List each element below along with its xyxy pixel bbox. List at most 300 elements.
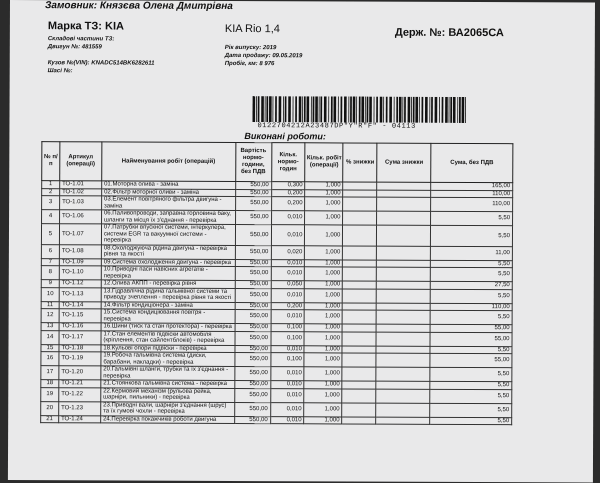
discount-percent bbox=[343, 197, 377, 211]
discount-percent bbox=[343, 211, 377, 225]
discount-percent bbox=[342, 381, 376, 389]
discount-percent bbox=[342, 367, 376, 381]
column-header: Сума, без ПДВ bbox=[431, 143, 513, 182]
barcode-bar bbox=[429, 97, 430, 123]
row-number: 12 bbox=[41, 309, 59, 323]
barcode-bar bbox=[450, 97, 452, 123]
discount-percent bbox=[342, 353, 376, 367]
hour-price: 550,00 bbox=[235, 245, 271, 259]
article-code: ТО-1.19 bbox=[59, 352, 101, 366]
sum-no-vat: 5,50 bbox=[430, 289, 512, 303]
sum-no-vat: 110,00 bbox=[430, 303, 512, 311]
hour-price: 550,00 bbox=[234, 380, 270, 388]
row-number: 10 bbox=[41, 287, 59, 301]
barcode-bar bbox=[261, 96, 264, 122]
sum-no-vat: 5,50 bbox=[430, 389, 512, 403]
table-row bbox=[41, 266, 512, 282]
barcode-bar bbox=[299, 96, 302, 122]
row-number: 19 bbox=[41, 387, 59, 401]
article-code: ТО-1.20 bbox=[59, 366, 101, 380]
barcode-bar bbox=[465, 97, 466, 123]
operations: 1,000 bbox=[305, 245, 343, 259]
work-name: 15.Система кондиціювання повітря - перевірка bbox=[101, 309, 235, 324]
discount-percent bbox=[342, 324, 376, 332]
hours: 0,010 bbox=[270, 367, 304, 381]
operations: 1,000 bbox=[305, 225, 343, 246]
barcode-bar bbox=[288, 96, 291, 122]
operations: 1,000 bbox=[305, 310, 343, 324]
hours: 0,010 bbox=[271, 310, 305, 324]
row-number: 18 bbox=[41, 380, 59, 388]
mileage-label: Пробіг, км: bbox=[224, 60, 258, 68]
hour-price: 550,00 bbox=[235, 196, 271, 210]
barcode-bar bbox=[275, 96, 277, 122]
work-name: 17.Стан елементів підвіски автомобіля (кріплення, стан сайлентблоків) - перевірка bbox=[101, 330, 235, 345]
hour-price: 550,00 bbox=[234, 366, 270, 380]
barcode-bar bbox=[380, 97, 383, 123]
operations: 1,000 bbox=[304, 331, 342, 345]
table-row bbox=[42, 196, 513, 212]
table-row bbox=[41, 244, 512, 260]
discount-percent bbox=[343, 267, 377, 281]
row-number: 4 bbox=[42, 210, 60, 224]
operations: 1,000 bbox=[304, 388, 342, 402]
hours: 0,200 bbox=[271, 189, 305, 197]
work-name: 08.Охолоджуюча рідина двигуна - перевірка рівня та якості bbox=[101, 244, 235, 259]
row-number: 9 bbox=[41, 280, 59, 288]
row-number: 11 bbox=[41, 301, 59, 309]
barcode-bar bbox=[439, 97, 440, 123]
article-code: ТО-1.14 bbox=[59, 301, 101, 309]
barcode-bar bbox=[319, 96, 320, 122]
column-header: Кільк. нормо-годин bbox=[271, 143, 305, 182]
article-code: ТО-1.15 bbox=[59, 309, 101, 323]
hours: 0,100 bbox=[270, 353, 304, 367]
hours: 0,010 bbox=[271, 267, 305, 281]
sale-date-line bbox=[225, 53, 303, 59]
barcode-bar bbox=[449, 97, 450, 123]
row-number: 15 bbox=[41, 344, 59, 352]
barcode-bar bbox=[324, 96, 327, 122]
work-name: 21.Стоянкова гальмівна система - перевірка bbox=[101, 380, 235, 388]
work-name: 02.Фільтр моторної оливи - заміна bbox=[102, 188, 236, 196]
barcode-bar bbox=[462, 97, 465, 123]
barcode-bar bbox=[333, 96, 336, 122]
sale-value: 09.05.2019 bbox=[272, 53, 303, 60]
discount-percent bbox=[343, 259, 377, 267]
reg-label: Держ. №: bbox=[394, 26, 446, 39]
barcode-bar bbox=[411, 97, 412, 123]
discount-percent bbox=[342, 331, 376, 345]
barcode-bar bbox=[272, 96, 273, 122]
barcode-bar bbox=[376, 97, 378, 123]
make-label: Марка ТЗ: bbox=[47, 20, 103, 33]
sum-no-vat: 55,00 bbox=[430, 353, 512, 367]
document-sheet bbox=[8, 0, 595, 483]
discount-sum bbox=[377, 246, 431, 260]
barcode-bar bbox=[302, 96, 303, 122]
customer-label: Замовник: bbox=[44, 0, 98, 12]
mileage-line bbox=[225, 61, 275, 67]
row-number: 7 bbox=[41, 258, 59, 266]
reg-value: ВА2065СА bbox=[448, 26, 504, 40]
parts-label: Складові частини ТЗ: bbox=[47, 36, 115, 43]
barcode-bar bbox=[408, 97, 411, 123]
operations: 1,000 bbox=[305, 211, 343, 225]
barcode-bar bbox=[353, 96, 356, 122]
barcode-bar bbox=[252, 96, 255, 122]
barcode-bar bbox=[311, 96, 312, 122]
row-number: 16 bbox=[41, 352, 59, 366]
article-code: ТО-1.22 bbox=[59, 387, 101, 401]
row-number: 13 bbox=[41, 323, 59, 331]
discount-percent bbox=[343, 245, 377, 259]
discount-sum bbox=[377, 197, 431, 211]
row-number: 5 bbox=[41, 224, 59, 245]
article-code: ТО-1.03 bbox=[60, 196, 102, 210]
row-number: 3 bbox=[42, 196, 60, 210]
discount-sum bbox=[376, 403, 430, 417]
discount-sum bbox=[377, 225, 431, 246]
barcode-bar bbox=[279, 96, 282, 122]
hour-price: 550,00 bbox=[234, 388, 270, 402]
barcode-bar bbox=[386, 97, 388, 123]
year-label: Рік випуску: bbox=[224, 44, 262, 52]
barcode-bar bbox=[404, 97, 406, 123]
hour-price: 550,00 bbox=[235, 181, 271, 189]
vin-line bbox=[48, 60, 155, 66]
barcode-bar bbox=[365, 97, 366, 123]
work-name: 09.Система охолодження двигуна - перевірка bbox=[101, 258, 235, 266]
hour-price: 550,00 bbox=[235, 280, 271, 288]
discount-percent bbox=[342, 345, 376, 353]
barcode-bar bbox=[295, 96, 297, 122]
hour-price: 550,00 bbox=[235, 210, 271, 224]
row-number: 6 bbox=[41, 244, 59, 258]
engine-label: Двигун №: bbox=[47, 44, 81, 51]
sum-no-vat: 110,00 bbox=[431, 190, 513, 198]
engine-value: 481559 bbox=[81, 44, 102, 51]
column-header: Найменування робіт (операцій) bbox=[102, 142, 236, 182]
article-code: ТО-1.12 bbox=[59, 280, 101, 288]
discount-percent bbox=[343, 225, 377, 246]
discount-sum bbox=[376, 417, 430, 425]
operations: 1,000 bbox=[304, 367, 342, 381]
barcode-bar bbox=[425, 97, 428, 123]
work-name: 23.Приводні вали, шарніри з'єднання (шрус) та їх гумові чохли - перевірка bbox=[101, 401, 235, 416]
customer-name: Князєва Олена Дмитрівна bbox=[99, 0, 233, 12]
row-number: 2 bbox=[42, 188, 60, 196]
work-name: 07.Патрубки впускної системи, інтеркулера, системи EGR та вакуумної системи - перевірка bbox=[101, 224, 235, 245]
works-title: Виконані роботи: bbox=[244, 131, 326, 142]
barcode-bar bbox=[338, 96, 339, 122]
operations: 1,000 bbox=[304, 353, 342, 367]
hours: 0,010 bbox=[271, 211, 305, 225]
work-name: 16.Шини (тиск та стан протектора) - перевірка bbox=[101, 323, 235, 331]
table-row bbox=[41, 309, 512, 325]
barcode-bar bbox=[415, 97, 418, 123]
barcode-bar bbox=[328, 96, 329, 122]
hour-price: 550,00 bbox=[235, 288, 271, 302]
discount-percent bbox=[343, 302, 377, 310]
sum-no-vat: 5,50 bbox=[430, 403, 512, 417]
sum-no-vat: 55,00 bbox=[430, 332, 512, 346]
sum-no-vat: 11,00 bbox=[431, 246, 513, 260]
barcode-bar bbox=[457, 97, 458, 123]
hours: 0,010 bbox=[271, 288, 305, 302]
hours: 0,200 bbox=[271, 302, 305, 310]
barcode-bar bbox=[435, 97, 438, 123]
article-code: ТО-1.18 bbox=[59, 344, 101, 352]
work-name: 01.Моторна олива - заміна bbox=[102, 181, 236, 189]
hours: 0,100 bbox=[271, 324, 305, 332]
barcode-bar bbox=[340, 96, 342, 122]
barcode-bar bbox=[413, 97, 415, 123]
work-name: 19.Робоча гальмівна система (диски, барабани, накладки) - перевірка bbox=[101, 352, 235, 367]
barcode-bar bbox=[361, 97, 364, 123]
table-row bbox=[42, 210, 513, 226]
discount-percent bbox=[343, 281, 377, 289]
barcode-bar bbox=[374, 97, 375, 123]
barcode-bar bbox=[285, 96, 287, 122]
operations: 1,000 bbox=[304, 381, 342, 389]
barcode-bar bbox=[266, 96, 268, 122]
barcode-bar bbox=[367, 97, 369, 123]
barcode-text: 0122704212А23487DP"Y"R"F" - 04113 bbox=[257, 122, 416, 131]
column-header: % знижки bbox=[343, 143, 377, 182]
operations: 1,000 bbox=[305, 288, 343, 302]
mileage-value: 8 976 bbox=[259, 61, 275, 68]
row-number: 8 bbox=[41, 266, 59, 280]
table-row bbox=[41, 330, 512, 346]
row-number: 14 bbox=[41, 330, 59, 344]
barcode-bar bbox=[265, 96, 266, 122]
operations: 1,000 bbox=[305, 302, 343, 310]
hour-price: 550,00 bbox=[235, 331, 271, 345]
article-code: ТО-1.02 bbox=[60, 188, 102, 196]
operations: 1,000 bbox=[305, 259, 343, 267]
hour-price: 550,00 bbox=[235, 309, 271, 323]
operations: 1,000 bbox=[304, 345, 342, 353]
hour-price: 550,00 bbox=[234, 402, 270, 416]
column-header: № п/п bbox=[42, 142, 60, 181]
chassis-label: Шасі №: bbox=[47, 68, 73, 75]
barcode-bar bbox=[394, 97, 395, 123]
hours: 0,010 bbox=[270, 388, 304, 402]
table-row bbox=[41, 366, 512, 382]
hours: 0,010 bbox=[270, 381, 304, 389]
sum-no-vat: 165,00 bbox=[431, 182, 513, 190]
hours: 0,020 bbox=[271, 245, 305, 259]
barcode-bar bbox=[459, 97, 461, 123]
row-number: 21 bbox=[41, 415, 59, 423]
hours: 0,300 bbox=[271, 182, 305, 190]
vin-value: KNADC514BK6282611 bbox=[91, 60, 155, 67]
table-header-row bbox=[42, 142, 513, 183]
sum-no-vat: 110,00 bbox=[431, 197, 513, 211]
sum-no-vat: 5,50 bbox=[430, 381, 512, 389]
article-code: ТО-1.10 bbox=[59, 266, 101, 280]
hours: 0,010 bbox=[271, 259, 305, 267]
hours: 0,200 bbox=[271, 197, 305, 211]
work-name: 06.Паливопроводи, заправна горловина баку, шланги та місця їх з'єднання - перевірка bbox=[101, 210, 235, 225]
operations: 1,000 bbox=[305, 189, 343, 197]
barcode-bar bbox=[350, 96, 352, 122]
article-code: ТО-1.21 bbox=[59, 380, 101, 388]
barcode-bar bbox=[320, 96, 322, 122]
discount-sum bbox=[376, 310, 430, 324]
barcode-bar bbox=[293, 96, 294, 122]
column-header: Сума знижки bbox=[377, 143, 431, 182]
customer-line bbox=[45, 0, 233, 12]
work-name: 24.Перевірка покажчиків роботи двигуна bbox=[101, 415, 235, 423]
engine-number bbox=[48, 44, 102, 50]
row-number: 20 bbox=[41, 401, 59, 415]
barcode-bar bbox=[369, 97, 372, 123]
discount-sum bbox=[377, 289, 431, 303]
article-code: ТО-1.08 bbox=[59, 244, 101, 258]
operations: 1,000 bbox=[304, 402, 342, 416]
operations: 1,000 bbox=[305, 197, 343, 211]
discount-sum bbox=[377, 211, 431, 225]
operations: 1,000 bbox=[305, 281, 343, 289]
hour-price: 550,00 bbox=[234, 352, 270, 366]
discount-percent bbox=[343, 189, 377, 197]
row-number: 17 bbox=[41, 366, 59, 380]
table-row bbox=[41, 287, 512, 303]
sum-no-vat: 55,00 bbox=[430, 324, 512, 332]
sum-no-vat: 5,50 bbox=[430, 417, 512, 425]
work-name: 12.Олива АКПП - перевірка рівня bbox=[101, 280, 235, 288]
barcode-bar bbox=[419, 97, 420, 123]
barcode-bar bbox=[445, 97, 448, 123]
table-row bbox=[41, 224, 512, 247]
operations: 1,000 bbox=[305, 182, 343, 190]
sum-no-vat: 5,50 bbox=[430, 367, 512, 381]
barcode-bar bbox=[421, 97, 423, 123]
make-value: KIA bbox=[105, 20, 125, 33]
barcode-bar bbox=[431, 97, 433, 123]
barcode-bar bbox=[315, 96, 318, 122]
barcode-bar bbox=[331, 96, 333, 122]
year-line bbox=[225, 45, 277, 51]
discount-percent bbox=[342, 388, 376, 402]
sum-no-vat: 5,50 bbox=[430, 310, 512, 324]
article-code: ТО-1.16 bbox=[59, 323, 101, 331]
discount-sum bbox=[376, 389, 430, 403]
article-code: ТО-1.23 bbox=[59, 401, 101, 415]
barcode-bar bbox=[402, 97, 403, 123]
barcode-bar bbox=[258, 96, 260, 122]
hours: 0,050 bbox=[271, 281, 305, 289]
works-table bbox=[40, 141, 513, 425]
hours: 0,010 bbox=[270, 402, 304, 416]
barcode-bar bbox=[359, 97, 361, 123]
table-body bbox=[41, 181, 513, 425]
work-name: 03.Елемент повітряного фільтра двигуна - заміна bbox=[101, 196, 235, 211]
table-row bbox=[41, 352, 512, 368]
article-code: ТО-1.17 bbox=[59, 330, 101, 344]
barcode-bar bbox=[283, 96, 284, 122]
sum-no-vat: 5,50 bbox=[430, 346, 512, 354]
work-name: 13.Гідравлічна рідина гальмівної системи та приводу зчеплення - перевірка рівня та якості bbox=[101, 287, 235, 302]
column-header: Вартість нормо-години, без ПДВ bbox=[235, 142, 271, 181]
barcode-bar bbox=[356, 97, 357, 123]
hours: 0,100 bbox=[270, 331, 304, 345]
discount-percent bbox=[343, 182, 377, 190]
barcode-bar bbox=[344, 96, 347, 122]
hour-price: 550,00 bbox=[235, 323, 271, 331]
discount-sum bbox=[376, 353, 430, 367]
vin-label: Кузов №(VIN): bbox=[47, 60, 90, 67]
sum-no-vat: 5,50 bbox=[431, 260, 513, 268]
table-row bbox=[41, 401, 512, 417]
discount-percent bbox=[343, 288, 377, 302]
article-code: ТО-1.01 bbox=[60, 181, 102, 189]
article-code: ТО-1.24 bbox=[59, 415, 101, 423]
barcode-bar bbox=[389, 97, 392, 123]
barcode-bar bbox=[348, 96, 349, 122]
barcode-bar bbox=[453, 97, 456, 123]
registration-number bbox=[395, 27, 504, 39]
barcode-bar bbox=[256, 96, 257, 122]
discount-percent bbox=[342, 416, 376, 424]
hours: 0,010 bbox=[271, 225, 305, 246]
article-code: ТО-1.07 bbox=[59, 224, 101, 245]
row-number: 1 bbox=[42, 181, 60, 189]
column-header: Кільк. робіт (операції) bbox=[305, 143, 343, 182]
work-name: 10.Приводні паси навісних агрегатів - перевірка bbox=[101, 266, 235, 281]
article-code: ТО-1.09 bbox=[59, 258, 101, 266]
work-name: 20.Гальмівні шланги, трубки та їх з'єднання - перевірка bbox=[101, 366, 235, 381]
discount-sum bbox=[377, 267, 431, 281]
discount-percent bbox=[342, 402, 376, 416]
table-row bbox=[41, 387, 512, 403]
column-header: Артикул (операції) bbox=[60, 142, 102, 181]
article-code: ТО-1.13 bbox=[59, 287, 101, 301]
work-name: 14.Фільтр кондиціонера - заміна bbox=[101, 301, 235, 309]
discount-sum bbox=[376, 367, 430, 381]
barcode bbox=[252, 96, 468, 123]
hour-price: 550,00 bbox=[235, 302, 271, 310]
hour-price: 550,00 bbox=[235, 266, 271, 280]
barcode-bar bbox=[269, 96, 272, 122]
sale-label: Дата продажу: bbox=[224, 52, 271, 60]
work-name: 18.Кульові опори підвіски - перевірка bbox=[101, 344, 235, 352]
barcode-bar bbox=[313, 96, 315, 122]
sum-no-vat: 5,50 bbox=[431, 211, 513, 225]
barcode-bar bbox=[399, 97, 402, 123]
hour-price: 550,00 bbox=[235, 189, 271, 197]
barcode-bar bbox=[442, 97, 444, 123]
barcode-bar bbox=[304, 96, 306, 122]
table-row bbox=[41, 415, 512, 425]
sum-no-vat: 5,50 bbox=[431, 225, 513, 246]
vehicle-model: KIA Rio 1,4 bbox=[224, 22, 280, 36]
discount-percent bbox=[342, 310, 376, 324]
barcode-bar bbox=[306, 96, 309, 122]
hour-price: 550,00 bbox=[234, 416, 270, 424]
hour-price: 550,00 bbox=[235, 259, 271, 267]
hour-price: 550,00 bbox=[235, 345, 271, 353]
operations: 1,000 bbox=[304, 324, 342, 332]
sum-no-vat: 27,50 bbox=[430, 281, 512, 289]
operations: 1,000 bbox=[304, 416, 342, 424]
operations: 1,000 bbox=[305, 267, 343, 281]
article-code: ТО-1.06 bbox=[59, 210, 101, 224]
vehicle-make bbox=[48, 20, 124, 32]
hour-price: 550,00 bbox=[235, 224, 271, 245]
